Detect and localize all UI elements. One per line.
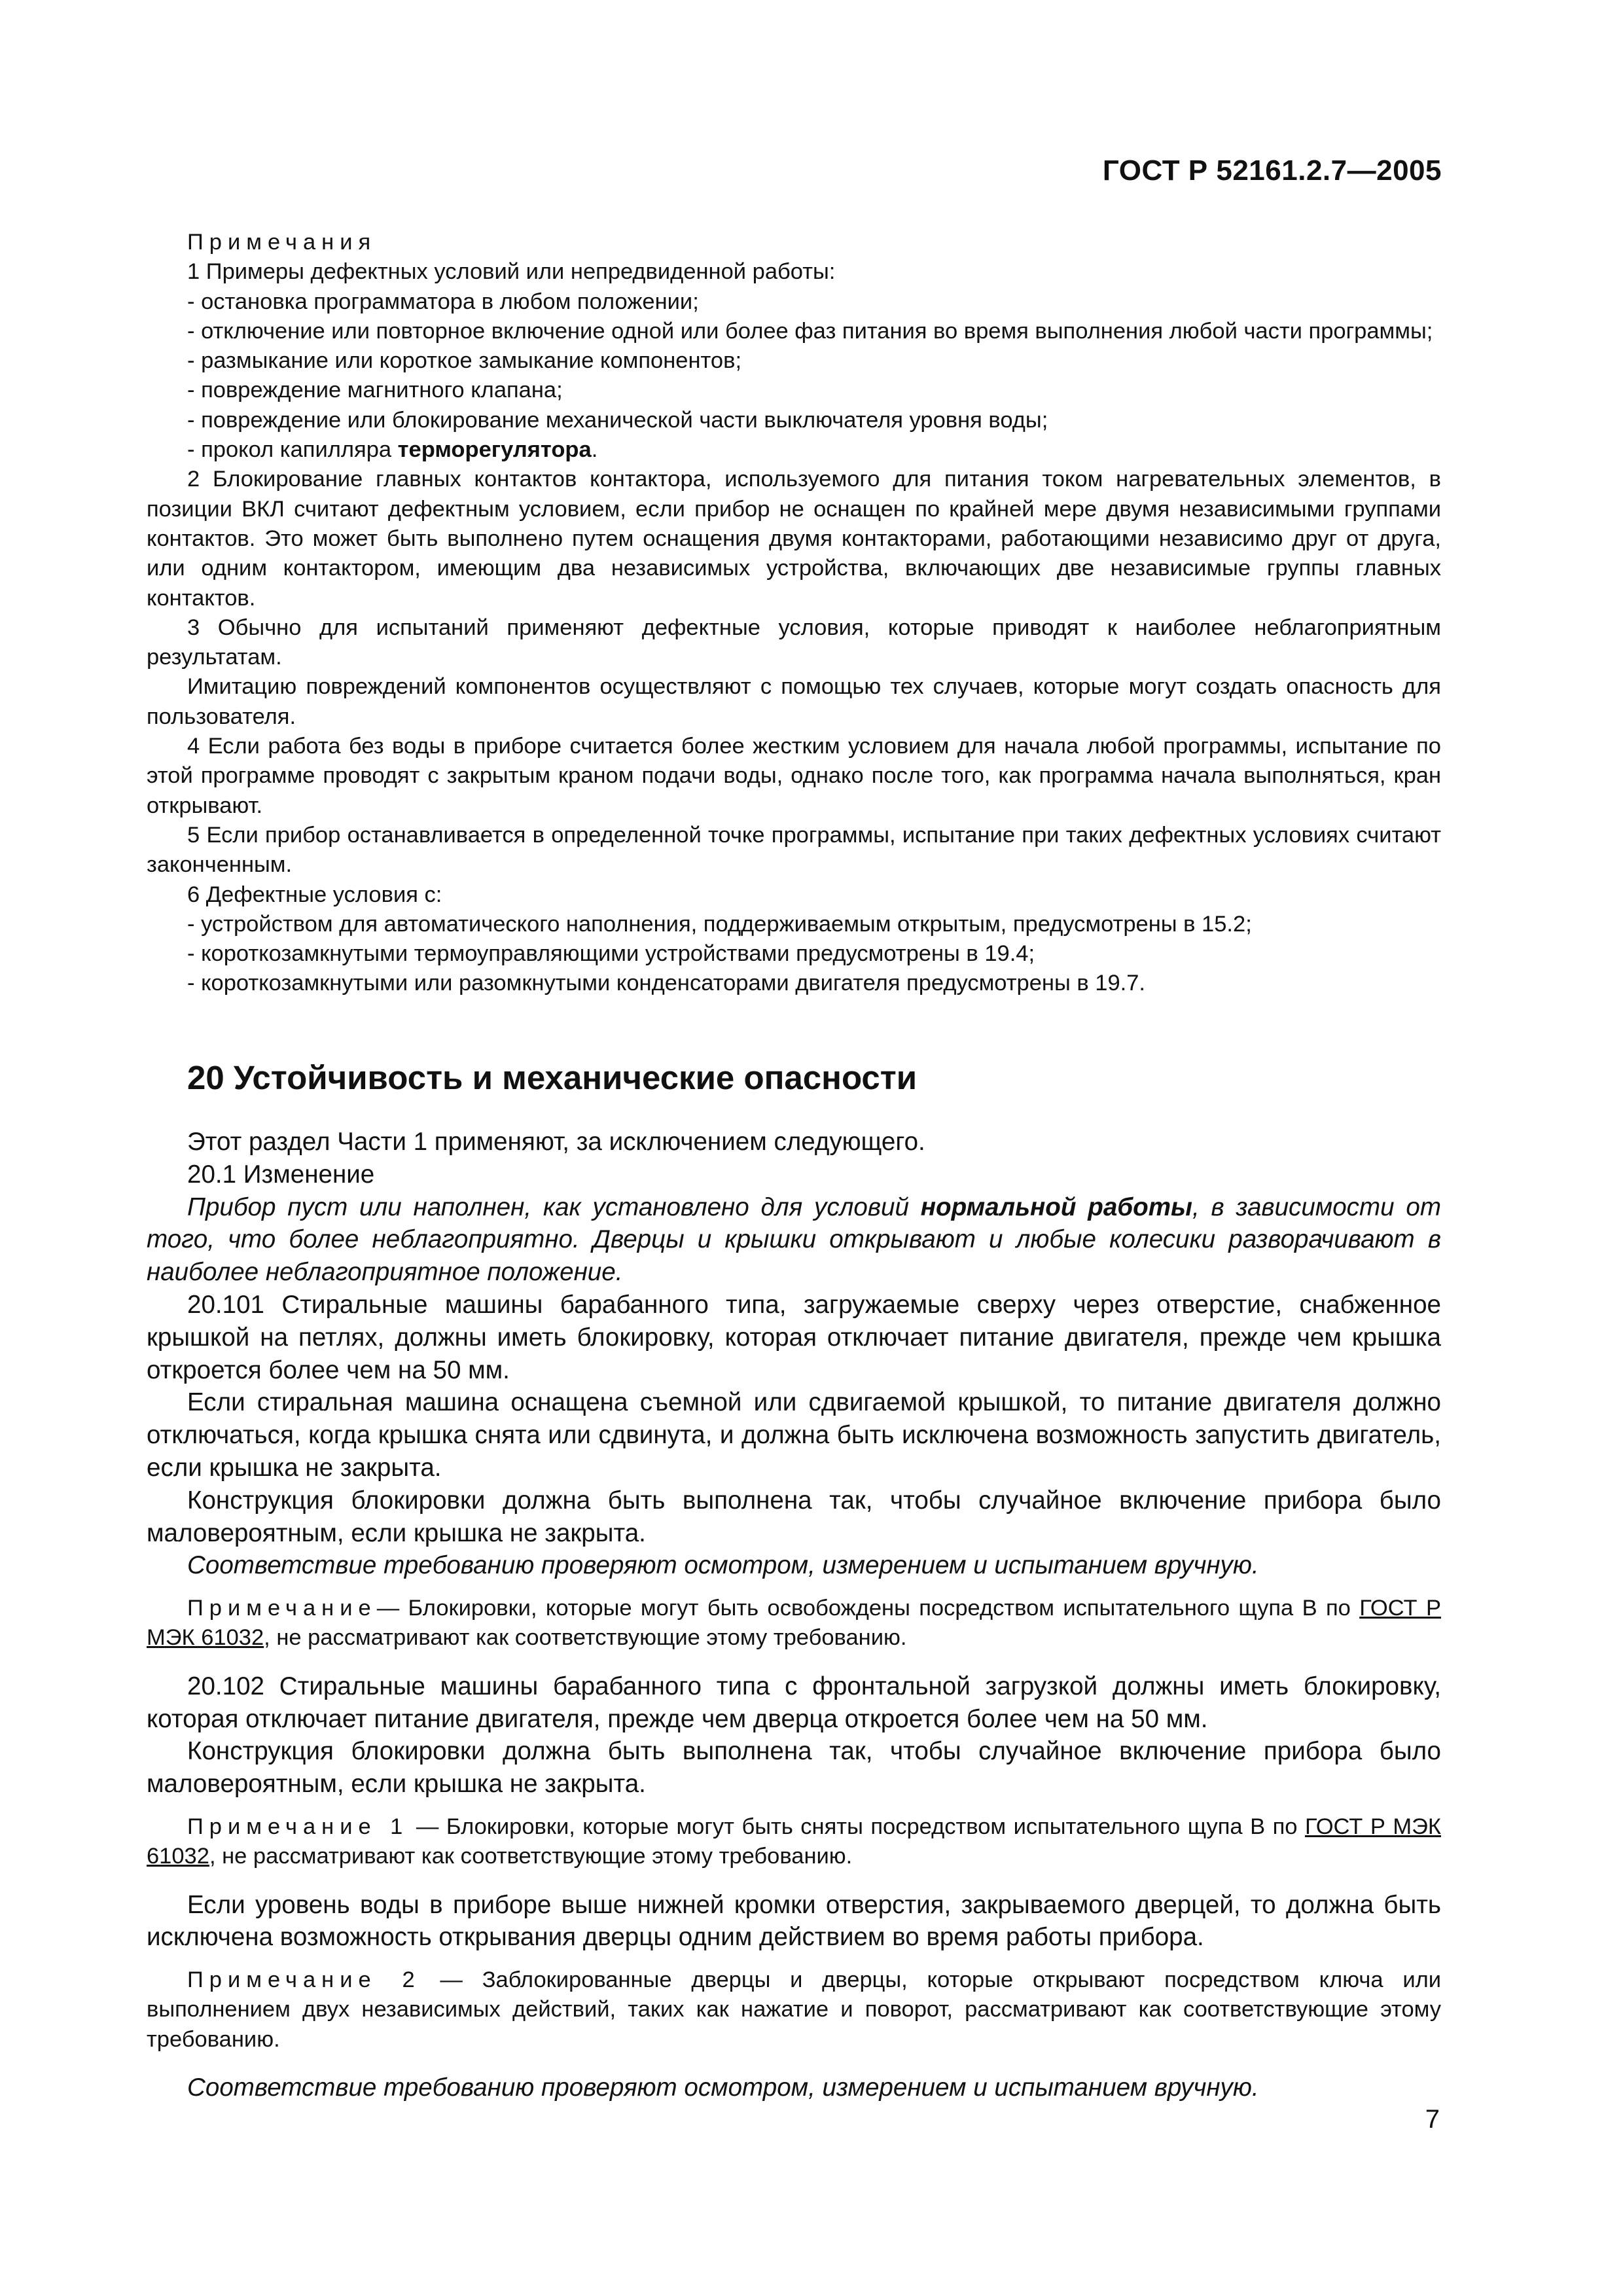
standard-link[interactable]: ГОСТ Р МЭК 61032 — [147, 1814, 1441, 1869]
change-post: , в зависимости от того, что более неблагоприятно. Дверцы и крышки открывают и любые колесики разворачивают в наиболее неблагоприятное положение. — [147, 1193, 1441, 1287]
note-b — [147, 1812, 1441, 1872]
clause-20-101: 20.101 Стиральные машины барабанного типа, загружаемые сверху через отверстие, снабженное крышкой на петлях, должны иметь блокировку, которая отключает питание двигателя, прежде чем крышка откроется более чем на 50 мм. — [147, 1290, 1441, 1384]
change-pre: Прибор пуст или наполнен, как установлено для условий — [187, 1193, 921, 1221]
note-1-intro: 1 Примеры дефектных условий или непредвиденной работы: — [187, 259, 836, 285]
note-6-item: - короткозамкнутыми термоуправляющими устройствами предусмотрены в 19.4; — [187, 941, 1035, 967]
note-6-item: - устройством для автоматического наполнения, поддерживаемым открытым, предусмотрены в 15.2; — [187, 911, 1252, 937]
note-1-item: - размыкание или короткое замыкание компонентов; — [187, 348, 742, 374]
note-b-text: — Блокировки, которые могут быть сняты посредством испытательного щупа В по — [408, 1814, 1305, 1839]
term-thermoregulator: терморегулятора — [397, 437, 592, 463]
compliance-check-2: Соответствие требованию проверяют осмотром, измерением и испытанием вручную. — [187, 2073, 1259, 2102]
note-1-item: - остановка программатора в любом положении; — [187, 289, 699, 314]
clause-20-102: 20.102 Стиральные машины барабанного типа с фронтальной загрузкой должны иметь блокировку, которая отключает питание двигателя, прежде чем дверца откроется более чем на 50 мм. — [147, 1672, 1441, 1733]
document-id-header: ГОСТ Р 52161.2.7—2005 — [1102, 154, 1442, 187]
note-3b: Имитацию повреждений компонентов осуществляют с помощью тех случаев, которые могут создать опасность для пользователя. — [147, 674, 1441, 729]
notes-heading: Примечания — [187, 230, 377, 255]
section-20-title: 20 Устойчивость и механические опасности — [187, 1059, 918, 1096]
clause-20-102-b: Конструкция блокировки должна быть выполнена так, чтобы случайное включение прибора было маловероятным, если крышка не закрыта. — [147, 1737, 1441, 1799]
note-a-tail: , не рассматривают как соответствующие этому требованию. — [264, 1625, 907, 1651]
term-normal-operation: нормальной работы — [920, 1193, 1192, 1221]
note-1-item: - отключение или повторное включение одной или более фаз питания во время выполнения любой части программы; — [187, 318, 1433, 344]
note-1-item-last — [147, 435, 1441, 465]
compliance-check-1: Соответствие требованию проверяют осмотром, измерением и испытанием вручную. — [187, 1551, 1259, 1580]
note-c-text: — Заблокированные дверцы и дверцы, которые открывают посредством ключа или выполнением двух независимых действий, таких как нажатие и поворот, рассматривают как соответствующие этому требованию. — [147, 1967, 1441, 2052]
clause-20-101-c: Конструкция блокировки должна быть выполнена так, чтобы случайное включение прибора было маловероятным, если крышка не закрыта. — [147, 1486, 1441, 1547]
note-b-label: Примечание 1 — [187, 1814, 409, 1839]
note-2: 2 Блокирование главных контактов контактора, используемого для питания током нагревательных элементов, в позиции ВКЛ считают дефектным условием, если прибор не оснащен по крайней мере двумя независимыми группами контактов. Это может быть выполнено путем оснащения двумя контакторами, работающими независимо друг от друга, или одним контактором, имеющим два независимых устройства, включающих две независимые группы главных контактов. — [147, 467, 1441, 611]
note-1-item: - повреждение магнитного клапана; — [187, 378, 563, 403]
note-1-last-post: . — [591, 437, 598, 463]
notes-block — [147, 228, 1441, 999]
note-a-text: — Блокировки, которые могут быть освобождены посредством испытательного щупа В по — [376, 1596, 1360, 1621]
page-number: 7 — [1425, 2105, 1440, 2134]
note-c-label: Примечание 2 — [187, 1967, 421, 1993]
note-3: 3 Обычно для испытаний применяют дефектные условия, которые приводят к наиболее неблагоприятным результатам. — [147, 615, 1441, 670]
note-6-intro: 6 Дефектные условия с: — [187, 882, 442, 907]
note-c — [147, 1965, 1441, 2054]
water-level-clause: Если уровень воды в приборе выше нижней кромки отверстия, закрываемого дверцей, то должна быть исключена возможность открывания дверцы одним действием во время работы прибора. — [147, 1890, 1441, 1952]
note-1-last-pre: - прокол капилляра — [187, 437, 398, 463]
note-a — [147, 1594, 1441, 1653]
clause-20-101-b: Если стиральная машина оснащена съемной или сдвигаемой крышкой, то питание двигателя должно отключаться, когда крышка снята или сдвинута, и должна быть исключена возможность запустить двигатель, если крышка не закрыта. — [147, 1388, 1441, 1482]
subsection-20-1: 20.1 Изменение — [187, 1160, 375, 1189]
standard-link[interactable]: ГОСТ Р МЭК 61032 — [147, 1596, 1441, 1651]
note-a-label: Примечание — [187, 1596, 377, 1621]
note-b-tail: , не рассматривают как соответствующие этому требованию. — [209, 1844, 853, 1869]
note-6-item: - короткозамкнутыми или разомкнутыми конденсаторами двигателя предусмотрены в 19.7. — [187, 971, 1145, 996]
note-1-item: - повреждение или блокирование механической части выключателя уровня воды; — [187, 407, 1048, 433]
note-4: 4 Если работа без воды в приборе считается более жестким условием для начала любой программы, испытание по этой программе проводят с закрытым краном подачи воды, однако после того, как программа начала выполняться, кран открывают. — [147, 734, 1441, 818]
section-20-body — [147, 1126, 1441, 2104]
section-intro: Этот раздел Части 1 применяют, за исключением следующего. — [187, 1128, 925, 1156]
change-text — [147, 1191, 1441, 1289]
note-5: 5 Если прибор останавливается в определенной точке программы, испытание при таких дефектных условиях считают законченным. — [147, 822, 1441, 878]
